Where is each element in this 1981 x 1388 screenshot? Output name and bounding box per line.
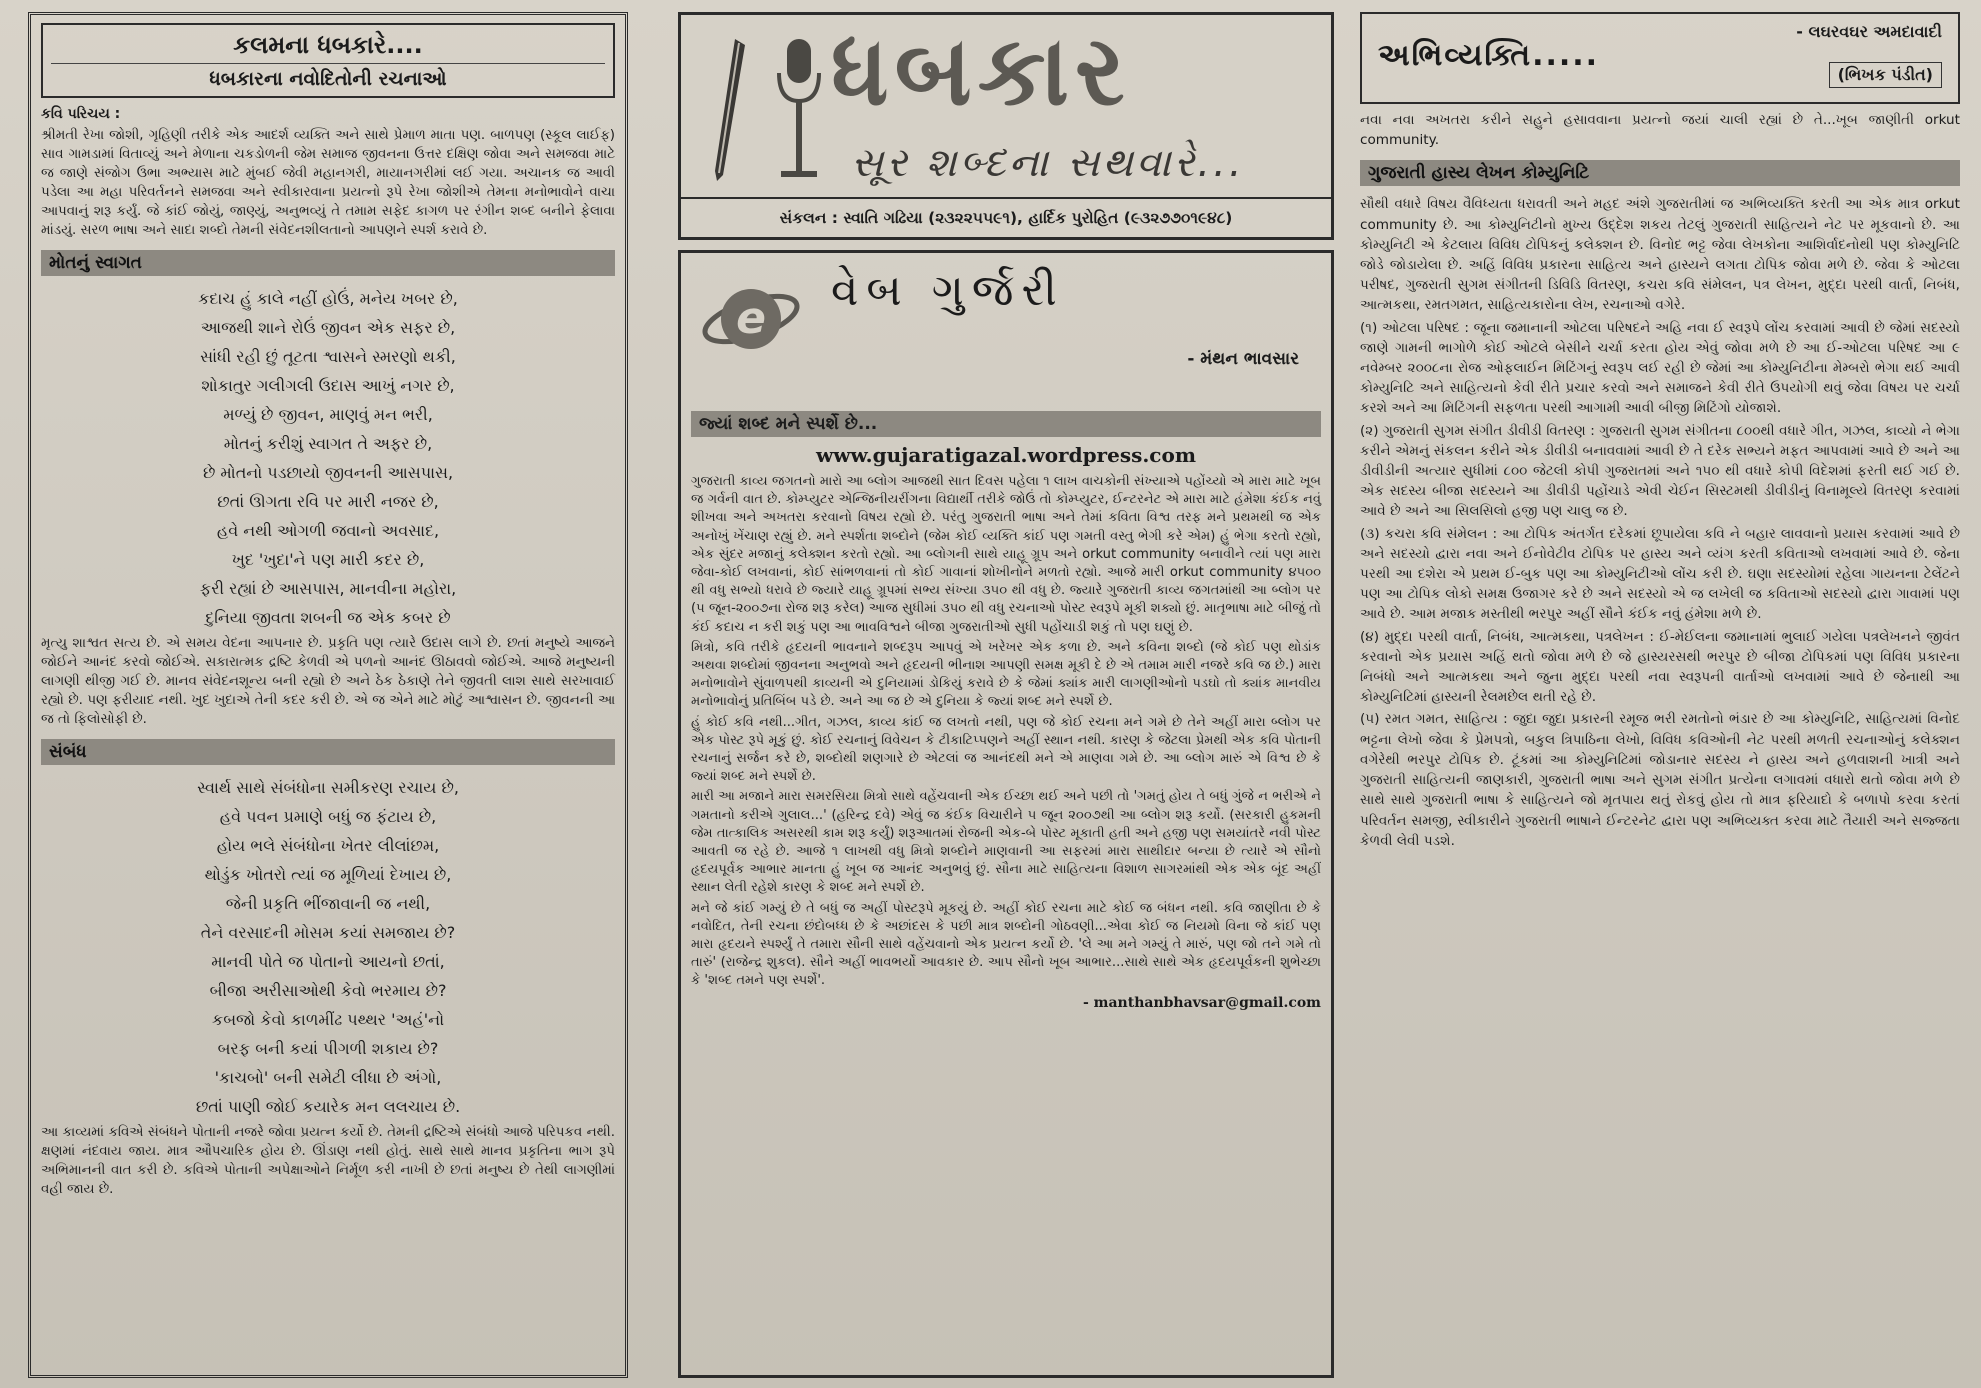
svg-text:e: e bbox=[736, 293, 766, 344]
right-header-author: - લઘરવઘર અમદાવાદી bbox=[1796, 22, 1942, 41]
left-header-title: કલમના ધબકારે.... bbox=[233, 31, 423, 59]
poet-intro-label: કવિ પરિચય : bbox=[41, 106, 121, 122]
poem-line: સાંધી રહી છું તૂટતા શ્વાસને સ્મરણો થકી, bbox=[200, 347, 456, 366]
masthead bbox=[678, 12, 1334, 240]
web-paragraph: મને જે કાંઈ ગમ્યું છે તે બધું જ અહીં પોસ્ટરૂપે મૂકયું છે. અહીં કોઈ રચના માટે કોઈ જ બંધન નથી. કવિ જાણીતા છે કે નવોદિત, તેની રચના છંદોબધ્ધ છે કે અછાંદસ કે પછી માત્ર શબ્દોની ગોઠવણી...એવા કોઈ જ નિયમો વિના જે કાંઈ પણ મારા હૃદયને સ્પર્શ્યું તે તમારા સૌની સાથે વહેંચવાનો એક પ્રયત્ન કર્યો છે. 'લે આ મને ગમ્યું તે મારું, પણ જો તને ગમે તો તારું' (રાજેન્દ્ર શુકલ). સૌને અહીં ભાવભર્યો આવકાર છે. આપ સૌનો ખૂબ આભાર...સાથે સાથે એક હૃદયપૂર્વકની શુભેચ્છા કે 'શબ્દ તમને પણ સ્પર્શે'. bbox=[691, 900, 1321, 989]
web-paragraph: મારી આ મજાને મારા સમરસિયા મિત્રો સાથે વહેંચવાની એક ઈચ્છા થઈ અને પછી તો 'ગમતું હોય તે બધું ગુંજે ન ભરીએ ને ગમતાનો કરીએ ગુલાલ...' (હરિન્દ્ર દવે) એવું જ કંઈક વિચારીને ૫ જૂન ૨૦૦૭થી આ બ્લોગ શરૂ કર્યો. (સરકારી હુકમની જેમ તાત્કાલિક અસરથી કામ શરૂ કર્યું) શરૂઆતમાં રોજની એક-બે પોસ્ટ મૂકાતી હતી અને હજી પણ સમયાંતરે નવી પોસ્ટ આવતી જ રહે છે. આજે ૧ લાખથી વધુ મિત્રો શબ્દોને માણવાની આ સફરમાં મારા સાથીદાર બન્યા છે ત્યારે એ સૌનો હૃદયપૂર્વક આભાર માનતા હું ખૂબ જ આનંદ અનુભવું છું. સૌના માટે સાહિત્યના વિશાળ સાગરમાંથી એક એક બૂંદ અહીં સ્થાન લેતી રહેશે કારણ કે શબ્દ મને સ્પર્શે છે. bbox=[691, 789, 1321, 896]
poem2-note: આ કાવ્યમાં કવિએ સંબંધને પોતાની નજરે જોવા પ્રયત્ન કર્યો છે. તેમની દ્રષ્ટિએ સંબંધો આજે પરિપકવ નથી. ક્ષણમાં નંદવાય જાય. માત્ર ઔપચારિક હોય છે. ઊંડાણ નથી હોતું. સાથે સાથે માનવ પ્રકૃતિના ભાગ રૂપે અભિમાનની વાત કરી છે. કવિએ પોતાની અપેક્ષાઓને નિર્મૂળ કરી નાખી છે છતાં મનુષ્ય છે તેથી લાગણીમાં વહી જાય છે. bbox=[41, 1125, 615, 1197]
masthead-credit: સંકલન : સ્વાતિ ગઢિયા (૨૩૨૨૫૫૯૧), હાર્દિક પુરોહિત (૯૩૨૭૭૦૧૯૪૮) bbox=[681, 197, 1331, 237]
poem-line: છતાં પાણી જોઈ કયારેક મન લલચાય છે. bbox=[195, 1097, 461, 1116]
poet-intro-text: શ્રીમતી રેખા જોશી, ગૃહિણી તરીકે એક આદર્શ વ્યક્તિ અને સાથે પ્રેમાળ માતા પણ. બાળપણ (સ્કૂલ લાઈફ) સાવ ગામડામાં વિતાવ્યું અને મેળાના ચકડોળની જેમ સમાજ જીવનના ઉત્તર દક્ષિણ જોવા અને સમજવા માટે જ જાણે સંજોગ ઉભા અભ્યાસ માટે મુંબઈ જેવી મહાનગરી, માયાનગરીમાં લઈ ગયા. અચાનક જ આવી પડેલા આ મહા પરિવર્તનને સમજવા અને સ્વીકારવાના પ્રયત્નો રૂપે રેખા જોશીએ તેમના મનોભાવોને વાચા આપવાનું શરૂ કર્યું. જે કાંઈ જોયું, જાણ્યું, અનુભવ્યું તે તમામ સફેદ કાગળ પર રંગીન શબ્દ બનીને ફેલાવા માંડયું. સરળ ભાષા અને સાદા શબ્દો તેમની સંવેદનશીલતાનો આપણને સ્પર્શ કરાવે છે. bbox=[41, 128, 615, 238]
poem-line: મોતનું કરીશું સ્વાગત તે અફર છે, bbox=[223, 434, 433, 453]
poem-line: શોકાતુર ગલીગલી ઉદાસ આખું નગર છે, bbox=[201, 376, 455, 395]
left-header-subtitle: ધબકારના નવોદિતોની રચનાઓ bbox=[51, 63, 605, 90]
poem-line: મળ્યું છે જીવન, માણવું મન ભરી, bbox=[223, 405, 433, 424]
masthead-tagline: સૂર શબ્દના સથવારે... bbox=[851, 140, 1245, 186]
web-gurjari-box bbox=[678, 250, 1334, 1378]
poem-line: 'કાચબો' બની સમેટી લીધા છે અંગો, bbox=[214, 1068, 442, 1087]
poem2-title: સંબંધ bbox=[41, 739, 615, 765]
right-header-title: અભિવ્યક્તિ..... bbox=[1378, 38, 1600, 73]
right-header-penname: (ભિખક પંડીત) bbox=[1829, 62, 1942, 88]
right-paragraph: (૨) ગુજરાતી સુગમ સંગીત ડીવીડી વિતરણ : ગુજરાતી સુગમ સંગીતના ૮૦૦થી વધારે ગીત, ગઝલ, કાવ્યો ને ભેગા કરીને એમનું સંકલન કરીને એક ડીવીડી બનાવવામાં આવી છે તે દરેક સભ્યને મફત આપવામાં આવે છે અને આ ડીવીડીની અત્યાર સુધીમાં ૮૦૦ જેટલી કોપી ગુજરાતમાં અને ૧૫૦ થી વધારે કોપી વિદેશમાં ફરતી થઈ ગઈ છે. એક સદસ્ય બીજા સદસ્યને આ ડીવીડી પહોંચાડે એવી ચેઈન સિસ્ટમથી ડીવીડીનું વિનામૂલ્યે વિતરણ કરવામાં આવે છે અને આ સિલસિલો હજી પણ ચાલુ જ છે. bbox=[1360, 422, 1960, 520]
poem2-lines bbox=[41, 773, 615, 1121]
poem-line: બીજા અરીસાઓથી કેવો ભરમાય છે? bbox=[209, 981, 447, 1000]
poem-line: બરફ બની કયાં પીગળી શકાય છે? bbox=[217, 1039, 439, 1058]
web-paragraph: હું કોઈ કવિ નથી...ગીત, ગઝલ, કાવ્ય કાંઈ જ લખતો નથી, પણ જે કોઈ રચના મને ગમે છે તેને અહીં મારા બ્લોગ પર એક પોસ્ટ રૂપે મૂકું છું. કોઈ રચનાનું વિવેચન કે ટીકાટિપ્પણને અહીં સ્થાન નથી. કારણ કે જેટલા પ્રેમથી એક કવિ પોતાની રચનાનું સર્જન કરે છે, શબ્દોથી શણગારે છે એટલાં જ આનંદથી મને એ માણવા ગમે છે. આ બ્લોગ મારું એ વિશ્વ છે કે જ્યાં શબ્દ મને સ્પર્શે છે. bbox=[691, 714, 1321, 785]
poem-line: તેને વરસાદની મોસમ કયાં સમજાય છે? bbox=[200, 923, 456, 942]
left-column bbox=[28, 12, 628, 1378]
right-header-box bbox=[1360, 12, 1960, 104]
right-paragraph: (૧) ઓટલા પરિષદ : જૂના જમાનાની ઓટલા પરિષદને અહિ નવા ઈ સ્વરૂપે લોંચ કરવામાં આવી છે જેમાં સદસ્યો જાણે ગામની ભાગોળે કોઈ ઓટલે બેસીને ચર્ચા કરતા હોય એવું જોવા મળે છે આ ઈ-ઓટલા પરિષદ આ ૯ નવેમ્બર ૨૦૦૮ના રોજ ઓફલાઈન મિટિંગનું સ્વરૂપ લઈ રહી છે જેમાં આ કોમ્યુનિટીના મેમ્બરો ભેગા થઈ આવી કોમ્યુનિટિ અને સાહિત્યનો કેવી રીતે પ્રચાર કરવો અને સમાજને કેવી રીતે ઉપયોગી થવું જેવા વિષય પર ચર્ચા કરશે અને આ મિટિંગની સફળતા પરથી આગામી આવી બીજી મિટિંગો યોજાશે. bbox=[1360, 319, 1960, 417]
web-author: - મંથન ભાવસાર bbox=[1187, 349, 1299, 369]
middle-column bbox=[678, 12, 1334, 1378]
poem-line: થોડુંક ખોતરો ત્યાં જ મૂળિયાં દેખાય છે, bbox=[204, 865, 452, 884]
right-intro: નવા નવા અખતરા કરીને સહુને હસાવવાના પ્રયત્નો જયાં ચાલી રહ્યાં છે તે...ખૂબ જાણીતી orkut community. bbox=[1360, 112, 1960, 149]
right-paragraph: (૩) કચરા કવિ સંમેલન : આ ટોપિક અંતર્ગત દરેકમાં છૂપાયેલા કવિ ને બહાર લાવવાનો પ્રયાસ કરવામાં આવે છે અને સદસ્યો દ્વારા નવા અને ઈનોવેટીવ ટોપિક પર હાસ્ય અને વ્યંગ કરતી કવિતાઓ લખવામાં આવે છે. જેના પરથી આ દશેરા એ પ્રથમ ઈ-બુક પણ આ કોમ્યુનિટીઓ લોંચ કરી છે. ઘણા સદસ્યોમાં રહેલા ગાયનના ટેલેંટને પણ આ ટોપિક લોકો સમક્ષ ઉજાગર કરે છે અને સદસ્યો એ જ લખેલી જ કવિતાઓ સદસ્યો દ્વારા ગાવામાં પણ આવે છે. આમ મજાક મસ્તીથી ભરપુર અહીં સૌને કંઈક નવું હંમેશા મળે છે. bbox=[1360, 525, 1960, 623]
pen-icon bbox=[705, 35, 753, 185]
poem-line: ખુદ 'ખુદા'ને પણ મારી કદર છે, bbox=[231, 550, 425, 569]
poem-line: હવે નથી ઓગળી જવાનો અવસાદ, bbox=[216, 521, 440, 540]
microphone-icon bbox=[769, 35, 829, 185]
web-title: વેબ ગુર્જરી bbox=[831, 265, 1065, 316]
poem-line: હોય ભલે સંબંધોના ખેતર લીલાંછમ, bbox=[216, 836, 440, 855]
web-subtitle: જ્યાં શબ્દ મને સ્પર્શે છે... bbox=[691, 411, 1321, 437]
right-paragraph: (૫) રમત ગમત, સાહિત્ય : જુદા જુદા પ્રકારની રમૂજ ભરી રમતોનો ભંડાર છે આ કોમ્યુનિટિ, સાહિત્યમાં વિનોદ ભટ્ટના લેખો જેવા કે પ્રેમપત્રો, બકુલ ત્રિપાઠિના લેખો, વિવિધ કવિઓની નેટ પરથી મળતી રચનાઓનું કલેક્શન વગેરેથી ભરપુર ટોપિક છે. ટૂંકમાં આ કોમ્યુનિટિમાં જોડાનાર સદસ્ય ને હાસ્ય અને હળવાશની ખાત્રી અને ગુજરાતી સાહિત્યની જાણકારી, ગુજરાતી ભાષા અને સુગમ સંગીત પ્રત્યેના લગાવમાં વધારો થતો જોવા મળે છે સાથે સાથે ગુજરાતી ભાષા કે સાહિત્યને જો મૃતપાય થતું રોકવું હોય તો માત્ર ફરિયાદો કે બળાપો કરવા કરતાં પરિવર્તન સમજી, સ્વીકારીને ગુજરાતી ભાષાને ઈન્ટરનેટ દ્વારા પણ અભિવ્યક્ત કરવા માટે તૈયારી અને સજ્જતા કેળવી લેવી પડશે. bbox=[1360, 711, 1960, 849]
poem-line: માનવી પોતે જ પોતાનો આયનો છતાં, bbox=[211, 952, 445, 971]
poem-line: આજથી શાને રોઉં જીવન એક સફર છે, bbox=[200, 318, 456, 337]
poem-line: છતાં ઊગતા રવિ પર મારી નજર છે, bbox=[217, 492, 439, 511]
web-paragraph: મિત્રો, કવિ તરીકે હૃદયની ભાવનાને શબ્દરૂપ આપવું એ ખરેખર એક કળા છે. અને કવિના શબ્દો (જે કોઈ પણ થોડાંક અથવા શબ્દોમાં જીવનના અનુભવો અને હૃદયની ભીનાશ આપણી સમક્ષ મૂકી દે છે એ તમામ મારી નજરે કવિ જ છે.) મારા મનોભાવોને સુંવાળપથી કાવ્યની એ દુનિયામાં ડોકિયું કરાવે છે કે જેમાં ક્યાંક મારી લાગણીઓનો પડઘો તો ક્યાંક માનવીય મનોભાવોનું પ્રતિબિંબ પડે છે. અને આ જ છે એ દુનિયા કે જ્યાં શબ્દ મને સ્પર્શે છે. bbox=[691, 639, 1321, 710]
poem1-note: મૃત્યુ શાશ્વત સત્ય છે. એ સમય વેદના આપનાર છે. પ્રકૃતિ પણ ત્યારે ઉદાસ લાગે છે. છતાં મનુષ્યે આજને જોઈને આનંદ કરવો જોઈએ. સકારાત્મક દ્રષ્ટિ કેળવી એ પળનો આનંદ ઊઠાવવો જોઈએ. આજે મનુષ્યની લાગણી થીજી ગઈ છે. માનવ સંવેદનશૂન્ય બની રહ્યો છે અને ઠેક ઠેકાણે તેને જીવતી લાશ સાથે સરખાવાઈ રહ્યો છે. પણ ફરીયાદ નથી. ખુદ ખુદાએ તેની કદર કરી છે. એ જ એને માટે મોટું આશ્વાસન છે. જીવનની આ જ તો ફિલોસોફી છે. bbox=[41, 636, 615, 727]
poem-line: કબજો કેવો કાળમીંઢ પથ્થર 'અહં'નો bbox=[211, 1010, 445, 1029]
left-header-box bbox=[41, 23, 615, 98]
poem-line: જેની પ્રકૃતિ ભીંજાવાની જ નથી, bbox=[225, 894, 431, 913]
web-body bbox=[691, 411, 1321, 1367]
poem-line: દુનિયા જીવતા શબની જ એક કબર છે bbox=[205, 608, 451, 627]
poem1-title: મોતનું સ્વાગત bbox=[41, 250, 615, 276]
internet-explorer-logo-icon bbox=[701, 273, 801, 361]
poem-line: ફરી રહ્યાં છે આસપાસ, માનવીના મહોરા, bbox=[199, 579, 457, 598]
author-email: - manthanbhavsar@gmail.com bbox=[1082, 994, 1321, 1011]
right-paragraph: સૌથી વધારે વિષય વૈવિધ્યતા ધરાવતી અને મહદ અંશે ગુજરાતીમાં જ અભિવ્યક્તિ કરતી આ એક માત્ર orkut community છે. આ કોમ્યુનિટીનો મુખ્ય ઉદ્દેશ શકય તેટલું ગુજરાતી સાહિત્યને નેટ પર મૂકવાનો છે. આ કોમ્યુનિટી એ કેટલાય વિવિધ ટોપિકનું કલેક્શન છે. વિનોદ ભટ્ટ જેવા લેખકોના આશિર્વાદનોથી પણ કોમ્યુનિટિ જોડે જોડાયેલા છે. અહિં વિવિધ પ્રકારના સાહિત્ય અને હાસ્યને લગતા ટોપિક જોવા મળે છે. જેવા કે ઓટલા પરીષદ, ગુજરાતી સુગમ સંગીતની ડિવિડિ વિતરણ, કચરા કવિ સંમેલન, પત્ર લેખન, મુદ્દા પરથી વાર્તા, નિબંધ, આત્મકથા, રમતગમત, સાહિત્યકારોના લેખ, રચનાઓ વગેરે. bbox=[1360, 196, 1960, 314]
web-paragraph: ગુજરાતી કાવ્ય જગતનો મારો આ બ્લોગ આજથી સાત દિવસ પહેલા ૧ લાખ વાચકોની સંખ્યાએ પહોંચ્યો એ મારા માટે ખૂબ જ ગર્વની વાત છે. કોમ્પ્યુટર એન્જિનીયરીંગના વિદ્યાર્થી તરીકે જોઉં તો કોમ્પ્યુટર, ઈન્ટરનેટ એ મારા માટે હંમેશા કંઈક નવું શીખવા અને અખતરા કરવાનો વિષય રહ્યો છે. પરંતુ ગુજરાતી ભાષા અને તેમાં કવિતા વિશ્વ તરફ મને પ્રથમથી જ એક અનોખું ખેંચાણ રહ્યું છે. મને સ્પર્શતા શબ્દોને (જેમ કોઈ વ્યક્તિ કાંઈ પણ ગમતી વસ્તુ ભેગી કરે એમ) હું ભેગા કરતો રહ્યો, એક સુંદર મજાનું કલેક્શન કરતો રહ્યો. આ બ્લોગની સાથે યાહૂ ગ્રૂપ અને orkut community બનાવીને ત્યાં પણ મારા જેવા-કોઈ લખવાનાં, કોઈ સાંભળવાનાં તો કોઈ ગાવાનાં શોખીનોને મળતો રહ્યો. આજે મારી orkut community ૪૫૦૦ થી વધુ સભ્યો ધરાવે છે જ્યારે યાહૂ ગ્રૂપમાં સભ્ય સંખ્યા ૩૫૦ થી વધુ છે. જ્યારે ગુજરાતી કાવ્ય જગતમાંથી આ બ્લોગ પર (૫ જૂન-૨૦૦૭ના રોજ શરૂ કરેલ) આજ સુધીમાં ૩૫૦ થી વધુ રચનાઓ પોસ્ટ સ્વરૂપે મૂકી શક્યો છું. માતૃભાષા માટે બીજું તો કંઈ કદાચ ન કરી શકું પણ આ ભાવવિશ્વને બીજા ગુજરાતીઓ સુધી પહોંચાડી શકું તો પણ ઘણું છે. bbox=[691, 474, 1322, 635]
blog-url: www.gujaratigazal.wordpress.com bbox=[816, 443, 1196, 467]
poem-line: છે મોતનો પડછાયો જીવનની આસપાસ, bbox=[202, 463, 454, 482]
right-section-title: ગુજરાતી હાસ્ય લેખન કોમ્યુનિટિ bbox=[1360, 160, 1960, 186]
poem-line: કદાચ હું કાલે નહીં હોઉં, મનેય ખબર છે, bbox=[198, 289, 458, 308]
right-column bbox=[1360, 12, 1960, 1378]
poem-line: હવે પવન પ્રમાણે બધું જ ફંટાય છે, bbox=[219, 807, 437, 826]
poem-line: સ્વાર્થ સાથે સંબંધોના સમીકરણ રચાય છે, bbox=[197, 778, 459, 797]
right-paragraph: (૪) મુદ્દા પરથી વાર્તા, નિબંધ, આત્મકથા, પત્રલેખન : ઈ-મેઈલના જમાનામાં ભુલાઈ ગયેલા પત્રલેખનને જીવંત કરવાનો એક પ્રયાસ અહિં થતો જોવા મળે છે જે હાસ્યરસથી ભરપુર છે બીજા ટોપિકમાં પણ વિવિધ પ્રકારના નિબંધો અને આત્મકથા અને જુના મુદ્દા પરથી નવા સ્વરૂપની વાર્તાઓ લખવામાં આવે છે જેનાથી આ કોમ્યુનિટિમાં હાસ્યની રેલમછેલ થતી રહે છે. bbox=[1360, 628, 1960, 706]
masthead-title: ધબકાર bbox=[831, 15, 1131, 127]
poem1-lines bbox=[41, 284, 615, 632]
